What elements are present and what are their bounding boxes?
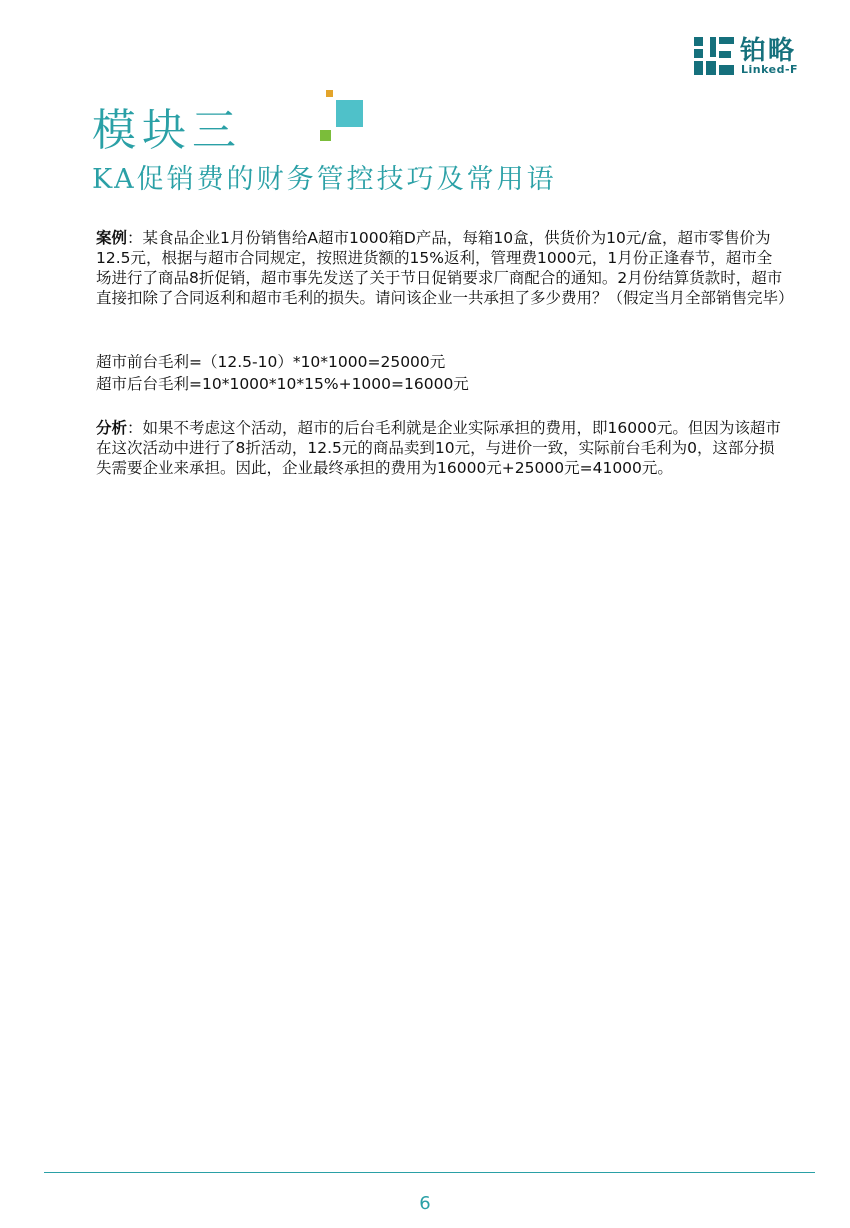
formula-back-margin: 超市后台毛利=10*1000*10*15%+1000=16000元 <box>96 375 469 393</box>
page-number: 6 <box>419 1193 431 1214</box>
green-square-icon <box>320 130 331 141</box>
decorative-squares <box>316 90 368 146</box>
analysis-text: ：如果不考虑这个活动，超市的后台毛利就是企业实际承担的费用，即16000元。但因为该超市在这次活动中进行了8折活动，12.5元的商品卖到10元，与进价一致，实际前台毛利为0，这部分损失需要企业来承担。因此，企业最终承担的费用为16000元+25000元=41000元。 <box>96 419 781 477</box>
analysis-label: 分析 <box>96 419 128 437</box>
case-paragraph <box>96 228 794 308</box>
formula-front-margin: 超市前台毛利=（12.5-10）*10*1000=25000元 <box>96 353 446 371</box>
teal-square-icon <box>336 100 363 127</box>
orange-square-icon <box>326 90 333 97</box>
footer-divider <box>44 1172 815 1173</box>
case-label: 案例 <box>96 229 128 247</box>
analysis-paragraph <box>96 418 786 478</box>
module-subtitle: KA促销费的财务管控技巧及常用语 <box>92 164 557 195</box>
logo-english-name: Linked-F <box>741 63 799 76</box>
logo-chinese-name: 铂略 <box>740 36 797 66</box>
case-text: ：某食品企业1月份销售给A超市1000箱D产品，每箱10盒，供货价为10元/盒，超市零售价为12.5元，根据与超市合同规定，按照进货额的15%返利，管理费1000元，1月份正逢春节，超市全场进行了商品8折促销，超市事先发送了关于节日促销要求厂商配合的通知。2月份结算货款时，超市直接扣除了合同返利和超市毛利的损失。请问该企业一共承担了多少费用？（假定当月全部销售完毕） <box>96 229 794 307</box>
module-title: 模块三 <box>92 105 242 156</box>
brand-logo <box>694 37 814 77</box>
logo-mark-icon <box>694 37 734 75</box>
